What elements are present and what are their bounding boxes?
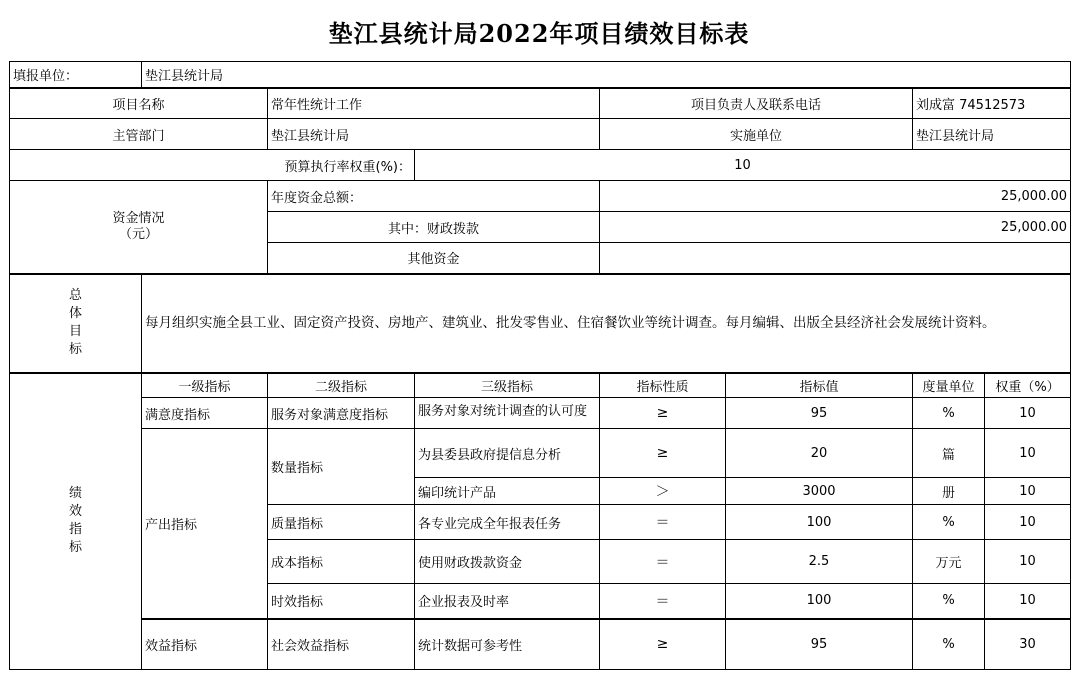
goal-label-char: 总 (68, 288, 82, 303)
funds-total-value: 25,000.00 (600, 181, 1071, 212)
indicator-weight: 30 (985, 619, 1071, 670)
header-value: 指标值 (726, 373, 913, 398)
indicator-value: 100 (726, 505, 913, 540)
project-leader-label: 项目负责人及联系电话 (600, 88, 913, 119)
indicator-nature: ＝ (600, 540, 726, 584)
project-name-label: 项目名称 (10, 88, 268, 119)
level2-service: 服务对象满意度指标 (268, 398, 415, 429)
indicator-weight: 10 (985, 398, 1071, 429)
goal-row (10, 274, 1071, 373)
dept-value: 垫江县统计局 (268, 119, 600, 150)
header-weight: 权重（%） (985, 373, 1071, 398)
header-level3: 三级指标 (415, 373, 600, 398)
budget-weight-label: 预算执行率权重(%)： (10, 150, 415, 181)
header-level1: 一级指标 (142, 373, 268, 398)
indicator-weight: 10 (985, 584, 1071, 619)
header-nature: 指标性质 (600, 373, 726, 398)
impl-value: 垫江县统计局 (913, 119, 1071, 150)
level2-timeliness: 时效指标 (268, 584, 415, 619)
indicator-nature: ≥ (600, 398, 726, 429)
department-row (10, 119, 1071, 150)
indicator-value: 95 (726, 619, 913, 670)
goal-label-char: 体 (68, 306, 82, 321)
indicator-weight: 10 (985, 505, 1071, 540)
funds-total-label: 年度资金总额： (268, 181, 600, 212)
level2-quality: 质量指标 (268, 505, 415, 540)
funds-fiscal-label: 其中：财政拨款 (268, 212, 600, 243)
indicator-name (415, 398, 600, 429)
indicator-nature: ＝ (600, 505, 726, 540)
indicator-name: 为县委县政府提信息分析 (415, 429, 600, 478)
funds-label-line1: 资金情况 (112, 210, 165, 226)
funds-total-row (10, 181, 1071, 212)
unit-label: 填报单位： (10, 62, 142, 88)
header-unit: 度量单位 (913, 373, 985, 398)
level2-cost: 成本指标 (268, 540, 415, 584)
indicator-unit: 万元 (913, 540, 985, 584)
indicators-label-char: 标 (68, 540, 82, 556)
unit-row (10, 62, 1071, 88)
indicator-nature: ＞ (600, 478, 726, 505)
indicator-weight: 10 (985, 429, 1071, 478)
level1-output: 产出指标 (142, 429, 268, 619)
indicator-unit: 册 (913, 478, 985, 505)
indicator-value: 95 (726, 398, 913, 429)
indicator-header-row (10, 373, 1071, 398)
indicator-nature: ≥ (600, 429, 726, 478)
indicator-value: 3000 (726, 478, 913, 505)
level1-satisfaction: 满意度指标 (142, 398, 268, 429)
goal-text: 每月组织实施全县工业、固定资产投资、房地产、建筑业、批发零售业、住宿餐饮业等统计调查。每月编辑、出版全县经济社会发展统计资料。 (142, 274, 1071, 373)
page-title: 垫江县统计局2022年项目绩效目标表 (328, 19, 750, 48)
funds-fiscal-value: 25,000.00 (600, 212, 1071, 243)
project-name-row (10, 88, 1071, 119)
indicator-weight: 10 (985, 540, 1071, 584)
impl-label: 实施单位 (600, 119, 913, 150)
budget-weight-value: 10 (415, 150, 1071, 181)
indicator-unit: % (913, 398, 985, 429)
indicator-name: 使用财政拨款资金 (415, 540, 600, 584)
indicators-label-char: 效 (68, 504, 82, 520)
indicator-unit: % (913, 619, 985, 670)
goal-label-char: 目 (68, 324, 82, 339)
budget-weight-row (10, 150, 1071, 181)
funds-other-label: 其他资金 (268, 243, 600, 274)
goal-label (10, 274, 142, 373)
indicator-unit: % (913, 505, 985, 540)
indicator-name: 企业报表及时率 (415, 584, 600, 619)
funds-label (10, 181, 268, 274)
unit-value: 垫江县统计局 (142, 62, 1071, 88)
funds-other-value (600, 243, 1071, 274)
goal-label-char: 标 (68, 342, 82, 357)
performance-table (9, 61, 1071, 670)
project-leader-value: 刘成富 74512573 (913, 88, 1071, 119)
indicator-unit: % (913, 584, 985, 619)
indicator-value: 2.5 (726, 540, 913, 584)
project-name-value: 常年性统计工作 (268, 88, 600, 119)
dept-label: 主管部门 (10, 119, 268, 150)
indicator-unit: 篇 (913, 429, 985, 478)
indicator-nature: ＝ (600, 584, 726, 619)
level2-quantity: 数量指标 (268, 429, 415, 505)
indicator-name: 统计数据可参考性 (415, 619, 600, 670)
header-level2: 二级指标 (268, 373, 415, 398)
table-row (10, 429, 1071, 478)
table-row (10, 398, 1071, 429)
indicators-label-char: 绩 (68, 486, 82, 502)
indicator-nature: ≥ (600, 619, 726, 670)
indicator-value: 20 (726, 429, 913, 478)
indicators-label (10, 373, 142, 670)
level2-social: 社会效益指标 (268, 619, 415, 670)
indicators-label-char: 指 (68, 522, 82, 538)
funds-label-line2: （元） (118, 226, 158, 242)
indicator-value: 100 (726, 584, 913, 619)
level1-benefit: 效益指标 (142, 619, 268, 670)
indicator-name-text: 服务对象对统计调查的认可度 (418, 403, 588, 419)
indicator-name: 编印统计产品 (415, 478, 600, 505)
indicator-weight: 10 (985, 478, 1071, 505)
table-row (10, 619, 1071, 670)
indicator-name: 各专业完成全年报表任务 (415, 505, 600, 540)
